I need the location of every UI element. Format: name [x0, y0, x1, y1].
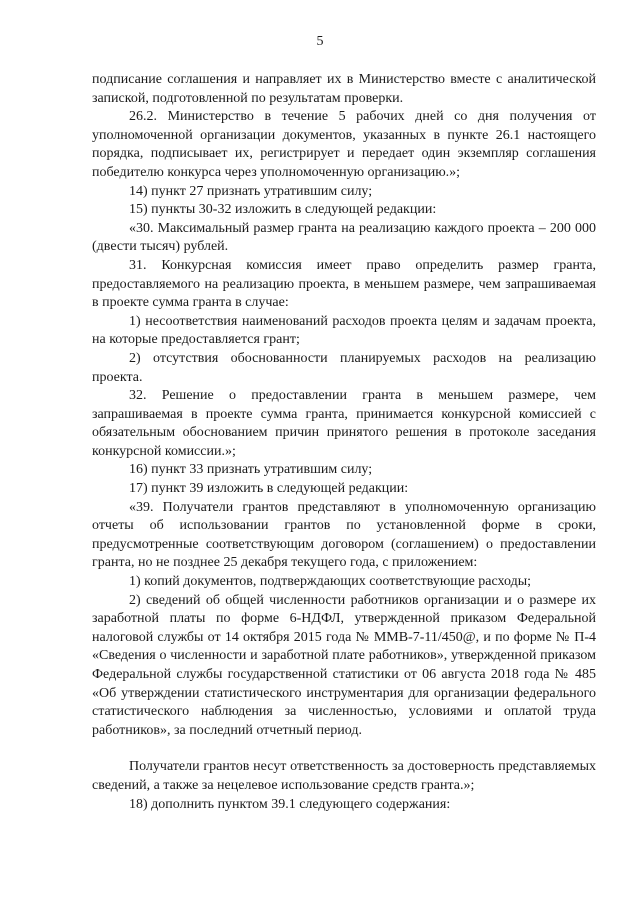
- page-number: 5: [316, 34, 324, 49]
- paragraph-item-18: 18) дополнить пунктом 39.1 следующего содержания:: [129, 796, 451, 812]
- paragraph-31-sub-1: 1) несоответствия наименований расходов проекта целям и задачам проекта, на которые предоставляется грант;: [92, 313, 596, 348]
- paragraph-31: 31. Конкурсная комиссия имеет право определить размер гранта, предоставляемого на реализацию проекта, в меньшем размере, чем запрашиваемая в проекте сумма гранта в случае:: [92, 257, 596, 311]
- paragraph-32: 32. Решение о предоставлении гранта в меньшем размере, чем запрашиваемая в проекте сумма гранта, принимается конкурсной комиссией с обязательным обоснованием причин принятого решения в протоколе заседания конкурсной комиссии.»;: [92, 388, 596, 459]
- paragraph-39: «39. Получатели грантов представляют в уполномоченную организацию отчеты об использовании грантов по установленной форме в сроки, предусмотренные соответствующим договором (соглашением) о предоставлении гранта, но не позднее 25 декабря текущего года, с приложением:: [92, 499, 596, 571]
- paragraph-continuation: подписание соглашения и направляет их в Министерство вместе с аналитической запиской, подготовленной по результатам проверки.: [92, 72, 596, 106]
- paragraph-responsibility: Получатели грантов несут ответственность за достоверность представляемых сведений, а также за нецелевое использование средств гранта.»;: [92, 759, 596, 793]
- paragraph-item-15: 15) пункты 30-32 изложить в следующей редакции:: [129, 202, 437, 218]
- paragraph-item-16: 16) пункт 33 признать утратившим силу;: [129, 462, 373, 478]
- paragraph-30: «30. Максимальный размер гранта на реализацию каждого проекта – 200 000 (двести тысяч) рублей.: [92, 220, 596, 255]
- paragraph-31-sub-2: 2) отсутствия обоснованности планируемых расходов на реализацию проекта.: [92, 350, 596, 385]
- paragraph-26-2: 26.2. Министерство в течение 5 рабочих дней со дня получения от уполномоченной организации документов, указанных в пункте 26.1 настоящего порядка, подписывает их, регистрирует и передает один экземпляр соглашения победителю конкурса через уполномоченную организацию.»;: [92, 109, 596, 180]
- document-body: [92, 71, 596, 814]
- paragraph-39-sub-1: 1) копий документов, подтверждающих соответствующие расходы;: [129, 574, 532, 590]
- paragraph-item-17: 17) пункт 39 изложить в следующей редакции:: [129, 481, 409, 497]
- paragraph-39-sub-2: 2) сведений об общей численности работников организации и о размере их заработной платы по форме 6-НДФЛ, утвержденной приказом Федеральной налоговой службы от 14 октября 2015 года № ММВ-7-11/450@, и по форме № П-4 «Сведения о численности и заработной плате работников», утвержденной приказом Федеральной службы государственной статистики от 06 августа 2018 года № 485 «Об утверждении статистического инструментария для организации федерального статистического наблюдения за численностью, условиями и оплатой труда работников», за последний отчетный период.: [92, 592, 596, 738]
- paragraph-item-14: 14) пункт 27 признать утратившим силу;: [129, 183, 373, 199]
